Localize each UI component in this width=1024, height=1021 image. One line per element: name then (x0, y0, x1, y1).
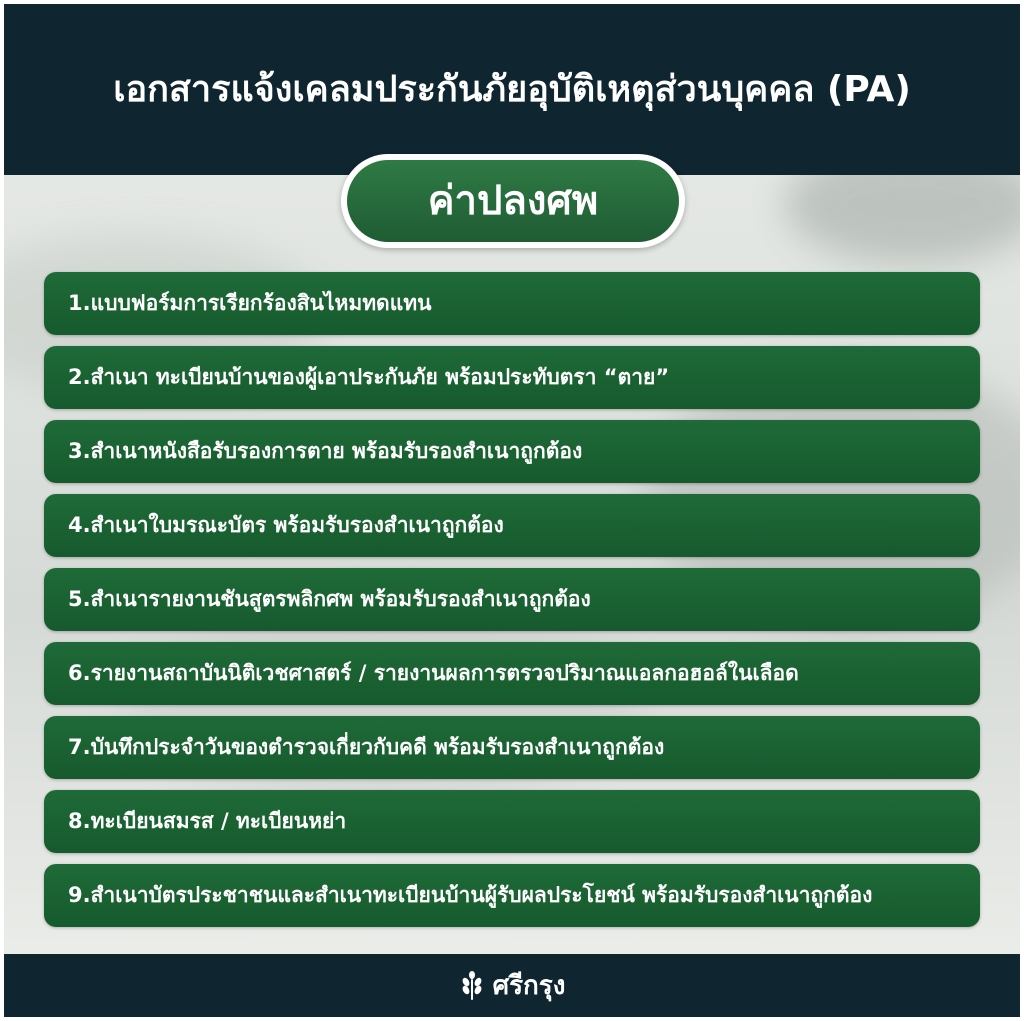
list-item: 9.สำเนาบัตรประชาชนและสำเนาทะเบียนบ้านผู้รับผลประโยชน์ พร้อมรับรองสำเนาถูกต้อง (44, 864, 980, 927)
brand-name: ศรีกรุง (492, 970, 566, 1001)
brand-logo (4, 954, 1020, 1017)
list-item: 6.รายงานสถาบันนิติเวชศาสตร์ / รายงานผลการตรวจปริมาณแอลกอฮอล์ในเลือด (44, 642, 980, 705)
list-item: 4.สำเนาใบมรณะบัตร พร้อมรับรองสำเนาถูกต้อง (44, 494, 980, 557)
section-badge (341, 154, 685, 248)
list-item: 3.สำเนาหนังสือรับรองการตาย พร้อมรับรองสำเนาถูกต้อง (44, 420, 980, 483)
section-label: ค่าปลงศพ (347, 160, 679, 242)
list-item: 2.สำเนา ทะเบียนบ้านของผู้เอาประกันภัย พร้อมประทับตรา “ตาย” (44, 346, 980, 409)
wheat-icon (459, 971, 485, 1001)
list-item: 7.บันทึกประจำวันของตำรวจเกี่ยวกับคดี พร้อมรับรองสำเนาถูกต้อง (44, 716, 980, 779)
page-title: เอกสารแจ้งเคลมประกันภัยอุบัติเหตุส่วนบุคคล (PA) (113, 69, 911, 110)
list-item: 5.สำเนารายงานชันสูตรพลิกศพ พร้อมรับรองสำเนาถูกต้อง (44, 568, 980, 631)
footer-bar (4, 954, 1020, 1017)
list-item: 1.แบบฟอร์มการเรียกร้องสินไหมทดแทน (44, 272, 980, 335)
list-item: 8.ทะเบียนสมรส / ทะเบียนหย่า (44, 790, 980, 853)
infographic (4, 4, 1020, 1017)
header-banner (4, 4, 1020, 175)
